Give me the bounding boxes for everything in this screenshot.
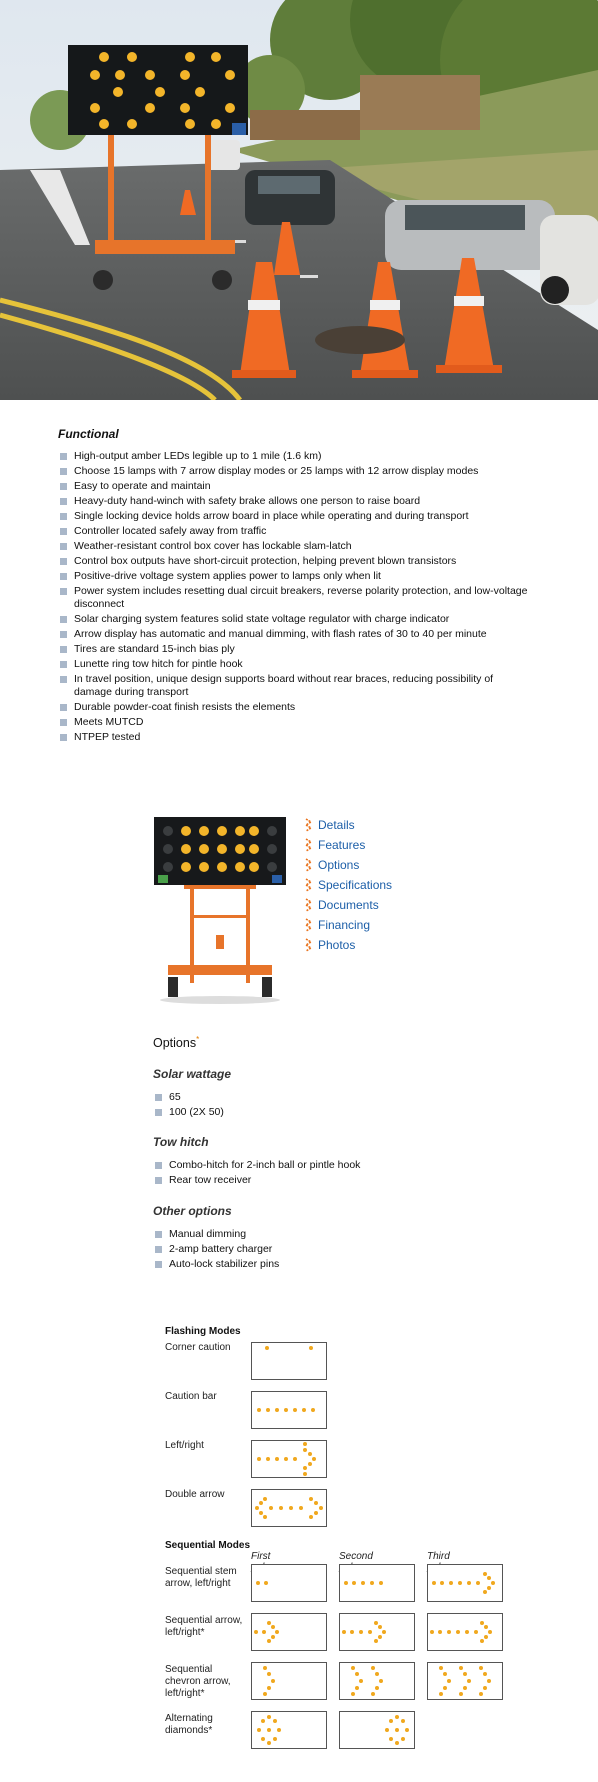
lamp-dot	[483, 1572, 487, 1576]
lamp-dot	[467, 1581, 471, 1585]
lamp-dot	[484, 1625, 488, 1629]
lamp-dot	[491, 1581, 495, 1585]
lamp-dot	[303, 1448, 307, 1452]
lamp-dot	[487, 1679, 491, 1683]
lamp-dot	[342, 1630, 346, 1634]
lamp-dot	[476, 1581, 480, 1585]
lamp-dot	[463, 1686, 467, 1690]
lamp-dot	[355, 1686, 359, 1690]
lamp-dot	[266, 1408, 270, 1412]
lamp-dot	[271, 1625, 275, 1629]
lamp-dot	[459, 1666, 463, 1670]
lamp-dot	[309, 1515, 313, 1519]
chevron-right-icon	[304, 918, 316, 932]
nav-link-label: Financing	[318, 918, 371, 932]
flashing-modes-title: Flashing Modes	[165, 1326, 241, 1337]
lamp-dot	[309, 1497, 313, 1501]
lamp-dot	[487, 1576, 491, 1580]
lamp-dot	[263, 1666, 267, 1670]
lamp-dot	[275, 1457, 279, 1461]
lamp-dot	[267, 1639, 271, 1643]
tow-hitch-item: Rear tow receiver	[153, 1174, 473, 1187]
lamp-dot	[352, 1581, 356, 1585]
other-options-item: 2-amp battery charger	[153, 1243, 453, 1256]
hero-photo	[0, 0, 598, 400]
lamp-dot	[467, 1679, 471, 1683]
lamp-dot	[389, 1737, 393, 1741]
pulse-column-header: First	[251, 1551, 271, 1562]
functional-list-item: Heavy-duty hand-winch with safety brake allows one person to raise board	[58, 495, 530, 508]
sequential-mode-label: Sequential chevron arrow, left/right*	[165, 1664, 231, 1699]
lamp-dot	[267, 1715, 271, 1719]
lamp-dot	[259, 1511, 263, 1515]
lamp-dot	[458, 1581, 462, 1585]
lamp-dot	[459, 1692, 463, 1696]
sequential-pulse-diagram	[251, 1662, 327, 1700]
lamp-dot	[257, 1457, 261, 1461]
sequential-modes-title: Sequential Modes	[165, 1540, 251, 1551]
lamp-dot	[385, 1728, 389, 1732]
lamp-dot	[374, 1639, 378, 1643]
lamp-dot	[479, 1666, 483, 1670]
sequential-pulse-diagram	[339, 1613, 415, 1651]
lamp-dot	[430, 1630, 434, 1634]
functional-list-item: Choose 15 lamps with 7 arrow display modes or 25 lamps with 12 arrow display modes	[58, 465, 530, 478]
lamp-dot	[263, 1515, 267, 1519]
solar-wattage-item: 100 (2X 50)	[153, 1106, 453, 1119]
lamp-dot	[261, 1719, 265, 1723]
nav-link-label: Documents	[318, 898, 379, 912]
lamp-dot	[255, 1506, 259, 1510]
lamp-dot	[487, 1586, 491, 1590]
solar-wattage-item: 65	[153, 1091, 453, 1104]
lamp-dot	[264, 1581, 268, 1585]
lamp-dot	[456, 1630, 460, 1634]
lamp-dot	[480, 1639, 484, 1643]
functional-list-item: Weather-resistant control box cover has lockable slam-latch	[58, 540, 530, 553]
lamp-dot	[271, 1679, 275, 1683]
functional-list-item: Tires are standard 15-inch bias ply	[58, 643, 530, 656]
other-options-list	[153, 1228, 453, 1273]
lamp-dot	[405, 1728, 409, 1732]
lamp-dot	[277, 1728, 281, 1732]
flashing-mode-label: Corner caution	[165, 1342, 231, 1353]
lamp-dot	[443, 1672, 447, 1676]
lamp-dot	[351, 1692, 355, 1696]
lamp-dot	[371, 1666, 375, 1670]
lamp-dot	[483, 1672, 487, 1676]
lamp-dot	[479, 1692, 483, 1696]
lamp-dot	[359, 1630, 363, 1634]
lamp-dot	[275, 1630, 279, 1634]
lamp-dot	[484, 1635, 488, 1639]
functional-list-item: Single locking device holds arrow board in place while operating and during transport	[58, 510, 530, 523]
lamp-dot	[350, 1630, 354, 1634]
pulse-column-header: Second	[339, 1551, 373, 1562]
lamp-dot	[389, 1719, 393, 1723]
options-heading: Options*	[153, 1035, 200, 1051]
flashing-mode-label: Left/right	[165, 1440, 204, 1451]
functional-list-item: NTPEP tested	[58, 731, 530, 744]
nav-link-details[interactable]	[304, 815, 444, 835]
lamp-dot	[319, 1506, 323, 1510]
lamp-dot	[303, 1472, 307, 1476]
nav-link-label: Details	[318, 818, 355, 832]
chevron-right-icon	[304, 818, 316, 832]
lamp-dot	[359, 1679, 363, 1683]
lamp-dot	[259, 1501, 263, 1505]
lamp-dot	[432, 1581, 436, 1585]
lamp-dot	[289, 1506, 293, 1510]
lamp-dot	[378, 1625, 382, 1629]
functional-list	[58, 450, 530, 746]
nav-link-specifications[interactable]	[304, 875, 444, 895]
functional-list-item: Easy to operate and maintain	[58, 480, 530, 493]
lamp-dot	[314, 1501, 318, 1505]
lamp-dot	[308, 1462, 312, 1466]
lamp-dot	[267, 1728, 271, 1732]
lamp-dot	[488, 1630, 492, 1634]
sequential-pulse-diagram	[427, 1613, 503, 1651]
lamp-dot	[438, 1630, 442, 1634]
lamp-dot	[254, 1630, 258, 1634]
lamp-dot	[439, 1692, 443, 1696]
lamp-dot	[308, 1452, 312, 1456]
lamp-dot	[368, 1630, 372, 1634]
lamp-dot	[344, 1581, 348, 1585]
lamp-dot	[375, 1672, 379, 1676]
lamp-dot	[374, 1621, 378, 1625]
chevron-right-icon	[304, 858, 316, 872]
chevron-right-icon	[304, 878, 316, 892]
sequential-pulse-diagram	[339, 1662, 415, 1700]
functional-list-item: Control box outputs have short-circuit protection, helping prevent blown transistors	[58, 555, 530, 568]
lamp-dot	[293, 1457, 297, 1461]
lamp-dot	[267, 1741, 271, 1745]
lamp-dot	[271, 1635, 275, 1639]
nav-link-documents[interactable]	[304, 895, 444, 915]
product-image	[154, 815, 286, 1005]
lamp-dot	[395, 1728, 399, 1732]
lamp-dot	[395, 1741, 399, 1745]
lamp-dot	[375, 1686, 379, 1690]
lamp-dot	[379, 1581, 383, 1585]
lamp-dot	[379, 1679, 383, 1683]
lamp-dot	[370, 1581, 374, 1585]
functional-list-item: Lunette ring tow hitch for pintle hook	[58, 658, 530, 671]
lamp-dot	[401, 1737, 405, 1741]
lamp-dot	[284, 1457, 288, 1461]
lamp-dot	[262, 1630, 266, 1634]
nav-link-label: Specifications	[318, 878, 393, 892]
lamp-dot	[267, 1621, 271, 1625]
lamp-dot	[401, 1719, 405, 1723]
chevron-right-icon	[304, 938, 316, 952]
lamp-dot	[447, 1630, 451, 1634]
nav-link-photos[interactable]	[304, 935, 444, 955]
tow-hitch-list	[153, 1159, 473, 1189]
lamp-dot	[263, 1497, 267, 1501]
functional-title: Functional	[58, 427, 119, 441]
other-options-item: Auto-lock stabilizer pins	[153, 1258, 453, 1271]
flashing-mode-diagram	[251, 1342, 327, 1380]
sequential-mode-label: Alternating diamonds*	[165, 1713, 213, 1736]
lamp-dot	[267, 1672, 271, 1676]
other-options-item: Manual dimming	[153, 1228, 453, 1241]
lamp-dot	[257, 1728, 261, 1732]
nav-link-features[interactable]	[304, 835, 444, 855]
solar-wattage-list	[153, 1091, 453, 1121]
lamp-dot	[261, 1737, 265, 1741]
functional-list-item: Controller located safely away from traffic	[58, 525, 530, 538]
lamp-dot	[269, 1506, 273, 1510]
lamp-dot	[284, 1408, 288, 1412]
nav-link-label: Features	[318, 838, 366, 852]
lamp-dot	[309, 1346, 313, 1350]
lamp-dot	[312, 1457, 316, 1461]
chevron-right-icon	[304, 838, 316, 852]
lamp-dot	[483, 1590, 487, 1594]
sequential-pulse-diagram	[427, 1564, 503, 1602]
solar-wattage-title: Solar wattage	[153, 1067, 232, 1081]
functional-list-item: High-output amber LEDs legible up to 1 mile (1.6 km)	[58, 450, 530, 463]
sequential-pulse-diagram	[251, 1564, 327, 1602]
lamp-dot	[311, 1408, 315, 1412]
lamp-dot	[303, 1442, 307, 1446]
lamp-dot	[439, 1666, 443, 1670]
flashing-mode-diagram	[251, 1391, 327, 1429]
sequential-pulse-diagram	[251, 1711, 327, 1749]
flashing-mode-label: Caution bar	[165, 1391, 217, 1402]
flashing-mode-diagram	[251, 1440, 327, 1478]
lamp-dot	[480, 1621, 484, 1625]
lamp-dot	[463, 1672, 467, 1676]
lamp-dot	[474, 1630, 478, 1634]
sequential-pulse-diagram	[339, 1711, 415, 1749]
functional-list-item: Meets MUTCD	[58, 716, 530, 729]
other-options-title: Other options	[153, 1204, 232, 1218]
lamp-dot	[382, 1630, 386, 1634]
sequential-pulse-diagram	[251, 1613, 327, 1651]
lamp-dot	[273, 1719, 277, 1723]
pulse-column-header: Third	[427, 1551, 450, 1562]
lamp-dot	[371, 1692, 375, 1696]
lamp-dot	[314, 1511, 318, 1515]
lamp-dot	[299, 1506, 303, 1510]
lamp-dot	[483, 1686, 487, 1690]
lamp-dot	[275, 1408, 279, 1412]
lamp-dot	[256, 1581, 260, 1585]
lamp-dot	[303, 1466, 307, 1470]
lamp-dot	[279, 1506, 283, 1510]
tow-hitch-item: Combo-hitch for 2-inch ball or pintle hook	[153, 1159, 473, 1172]
functional-list-item: Power system includes resetting dual circuit breakers, reverse polarity protection, and low-voltage disconnect	[58, 585, 530, 611]
lamp-dot	[273, 1737, 277, 1741]
lamp-dot	[395, 1715, 399, 1719]
product-nav	[304, 815, 444, 955]
sequential-pulse-diagram	[339, 1564, 415, 1602]
lamp-dot	[440, 1581, 444, 1585]
lamp-dot	[302, 1408, 306, 1412]
chevron-right-icon	[304, 898, 316, 912]
lamp-dot	[293, 1408, 297, 1412]
lamp-dot	[355, 1672, 359, 1676]
functional-list-item: Arrow display has automatic and manual dimming, with flash rates of 30 to 40 per minute	[58, 628, 530, 641]
nav-link-label: Options	[318, 858, 360, 872]
flashing-mode-diagram	[251, 1489, 327, 1527]
functional-list-item: Positive-drive voltage system applies power to lamps only when lit	[58, 570, 530, 583]
sequential-pulse-diagram	[427, 1662, 503, 1700]
lamp-dot	[449, 1581, 453, 1585]
sequential-mode-label: Sequential stem arrow, left/right	[165, 1566, 237, 1589]
lamp-dot	[266, 1457, 270, 1461]
functional-list-item: Solar charging system features solid state voltage regulator with charge indicator	[58, 613, 530, 626]
functional-list-item: In travel position, unique design supports board without rear braces, reducing possibility of damage during transport	[58, 673, 530, 699]
lamp-dot	[378, 1635, 382, 1639]
flashing-mode-label: Double arrow	[165, 1489, 225, 1500]
lamp-dot	[443, 1686, 447, 1690]
nav-link-options[interactable]	[304, 855, 444, 875]
lamp-dot	[263, 1692, 267, 1696]
lamp-dot	[447, 1679, 451, 1683]
lamp-dot	[465, 1630, 469, 1634]
nav-link-financing[interactable]	[304, 915, 444, 935]
functional-list-item: Durable powder-coat finish resists the elements	[58, 701, 530, 714]
tow-hitch-title: Tow hitch	[153, 1135, 209, 1149]
lamp-dot	[351, 1666, 355, 1670]
lamp-dot	[265, 1346, 269, 1350]
lamp-dot	[361, 1581, 365, 1585]
lamp-dot	[257, 1408, 261, 1412]
sequential-mode-label: Sequential arrow, left/right*	[165, 1615, 243, 1638]
lamp-dot	[267, 1686, 271, 1690]
nav-link-label: Photos	[318, 938, 356, 952]
